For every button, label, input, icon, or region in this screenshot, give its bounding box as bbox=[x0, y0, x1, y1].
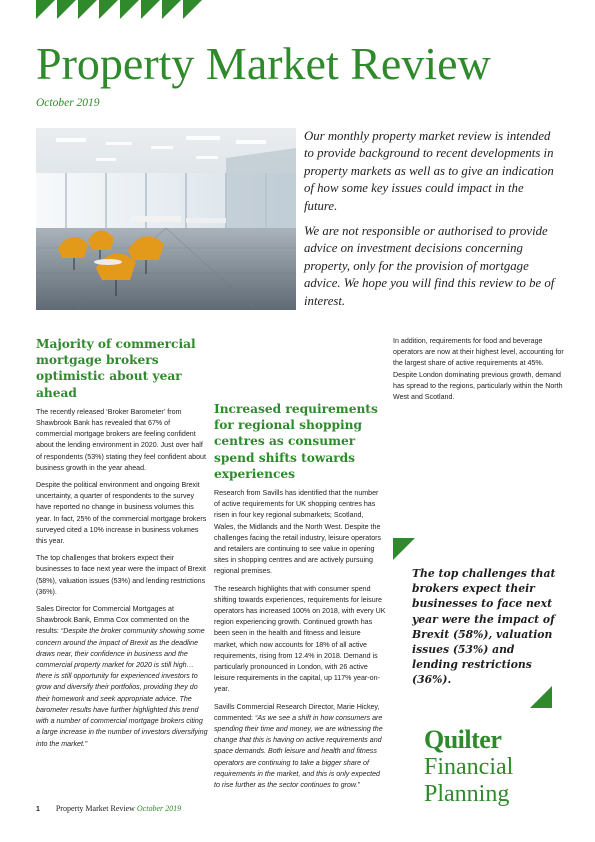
header-triangle-icon bbox=[99, 0, 118, 19]
article-paragraph: Despite the political environment and ongoing Brexit uncertainty, a quarter of respondents to the survey have reported no change in business volumes this year. In fact, 25% of the commercial mortgage brokers surveyed cited a 10% increase in business volumes this year. bbox=[36, 481, 207, 546]
issue-date: October 2019 bbox=[36, 97, 100, 109]
header-triangle-icon bbox=[36, 0, 55, 19]
article-paragraph bbox=[36, 604, 208, 750]
intro-disclaimer: We are not responsible or authorised to provide advice on investment decisions concerning property, only for the provision of mortgage advice. We hope you will find this review to be of interest. bbox=[304, 224, 555, 308]
header-triangle-icon bbox=[78, 0, 97, 19]
pullquote-triangle-icon bbox=[393, 538, 415, 560]
column-2 bbox=[214, 343, 386, 797]
header-triangle-icon bbox=[57, 0, 76, 19]
page-number: 1 bbox=[36, 806, 40, 813]
logo-line-1: Quilter bbox=[424, 725, 502, 754]
header-triangle-icon bbox=[183, 0, 202, 19]
logo-triangle-icon bbox=[530, 686, 552, 708]
column-1 bbox=[36, 336, 208, 756]
page-footer bbox=[36, 804, 181, 813]
article-heading-shopping-centres: Increased requirements for regional shopping centres as consumer spend shifts towards experiences bbox=[214, 402, 378, 481]
quote-attribution: Sales Director for Commercial Mortgages at Shawbrook Bank, Emma Cox commented on the results: bbox=[36, 605, 190, 636]
quilter-logo bbox=[424, 726, 513, 808]
header-triangle-icon bbox=[162, 0, 181, 19]
header-triangle-band bbox=[36, 0, 204, 19]
quote-attribution: Savills Commercial Research Director, Marie Hickey, commented: bbox=[214, 702, 380, 722]
article-paragraph: The research highlights that with consumer spend shifting towards experiences, requirements for leisure operators has increased 100% on 2018, with every UK region experiencing growth. Continued growth has been seen in the health and fitness and leisure market, which now accounts for 18% of all active requirements, rising from 12.4% in 2018. Demand is particularly pronounced in London, with 26 active leisure requirements in the capital, up 117% year-on-year. bbox=[214, 584, 386, 694]
quote-text: “As we see a shift in how consumers are spending their time and money, we are witnessing the change that this is having on active requirements and space demands. Both leisure and health and fitness operators are continuing to take a bigger share of requirements in the market, and this is only expected to rise further as the sector continues to grow.” bbox=[214, 713, 383, 790]
header-triangle-icon bbox=[120, 0, 139, 19]
article-paragraph: Research from Savills has identified that the number of active requirements for UK shopping centres has risen in four key regional submarkets; Scotland, Wales, the Midlands and the North West. Despite the challenges facing the retail industry, leisure operators and retailers are continuing to see value in opening sites in shopping centres and are actively pursuing regional premises. bbox=[214, 489, 382, 576]
header-triangle-icon bbox=[141, 0, 160, 19]
page-title: Property Market Review bbox=[36, 38, 491, 89]
logo-line-2: Financial bbox=[424, 754, 514, 780]
article-paragraph: The recently released ‘Broker Barometer’ from Shawbrook Bank has revealed that 67% of commercial mortgage brokers are feeling confident about the lending environment in 2020. Just over half of respondents (53%) stating they feel confident about business growth in the year ahead. bbox=[36, 407, 206, 472]
footer-publication: Property Market Review bbox=[55, 804, 135, 813]
office-interior-image bbox=[36, 128, 296, 310]
intro-block bbox=[304, 128, 558, 318]
intro-paragraph: Our monthly property market review is intended to provide background to recent developments in property markets as well as to give an indication of how some key issues could impact in the future. bbox=[304, 129, 554, 213]
quote-text: “Despite the broker community showing some concern around the impact of Brexit as the deadline draws near, their confidence in business and the commercial property market for 2020 is still high…there is still opportunity for experienced investors to grow and diversify their portfolios, providing they do their homework and seek appropriate advice. The barometer results have further highlighted this trend with a number of commercial mortgage brokers citing a large increase in the number of investors diversifying into the market.” bbox=[36, 627, 208, 748]
footer-date: October 2019 bbox=[136, 804, 182, 813]
logo-line-3: Planning bbox=[424, 781, 510, 807]
pull-quote: The top challenges that brokers expect their businesses to face next year were the impact of Brexit (58%), valuation issues (53%) and lending restrictions (36%). bbox=[412, 567, 556, 687]
column-3 bbox=[393, 336, 565, 409]
article-heading-brokers: Majority of commercial mortgage brokers optimistic about year ahead bbox=[36, 337, 196, 400]
article-paragraph: The top challenges that brokers expect their businesses to face next year were the impact of Brexit (58%), valuation issues (53%) and lending restrictions (36%). bbox=[36, 554, 206, 596]
article-paragraph bbox=[214, 702, 386, 792]
article-paragraph: In addition, requirements for food and beverage operators are now at their highest level, accounting for the largest share of active requirements at 45%. Despite London dominating previous growth, demand has spread to the regions, particularly within the North West and Scotland. bbox=[393, 337, 564, 402]
